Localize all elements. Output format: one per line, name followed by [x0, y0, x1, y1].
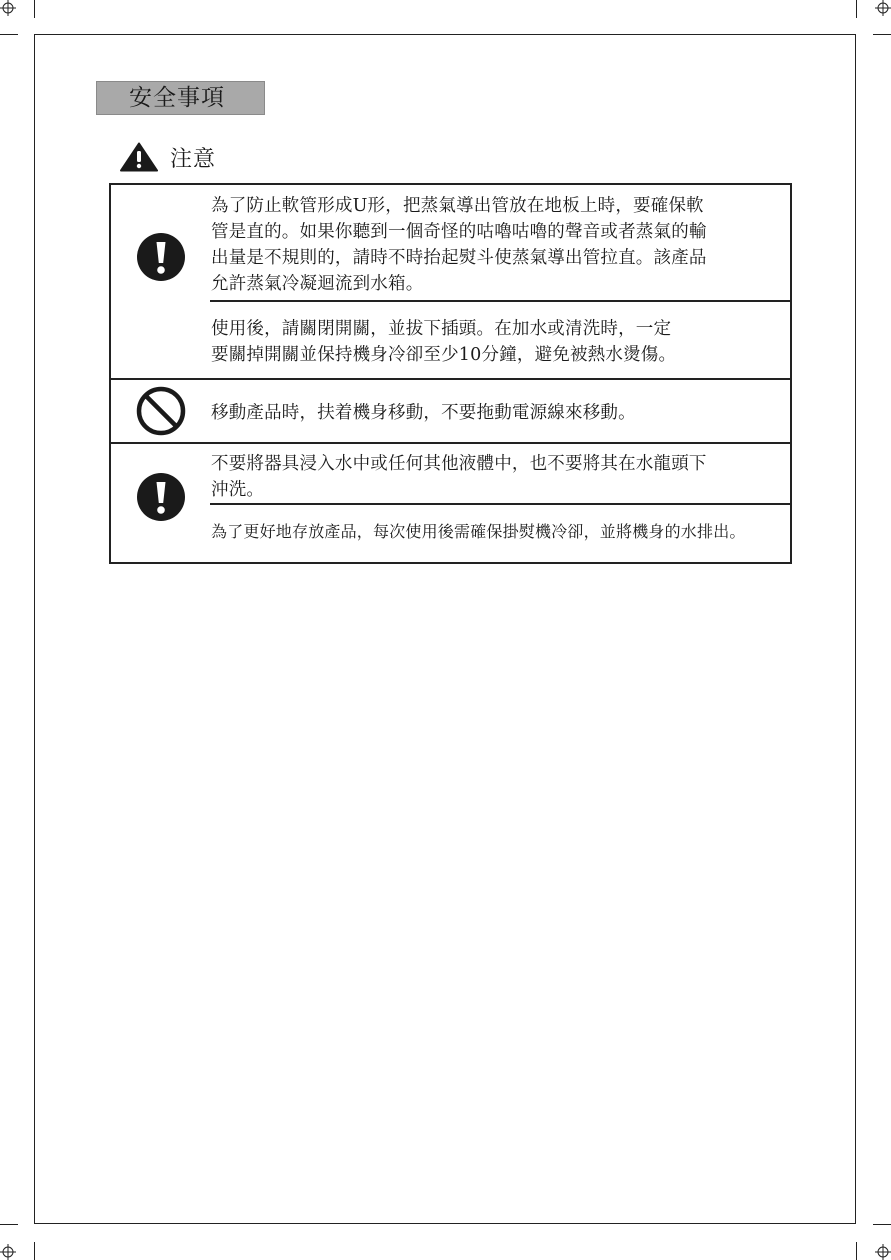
text-line: 使用後，請關閉開關，並拔下插頭。在加水或清洗時，一定: [211, 319, 672, 339]
text-line: 出量是不規則的，請時不時抬起熨斗使蒸氣導出管拉直。該產品: [211, 248, 707, 268]
caution-label: 注意: [170, 146, 217, 172]
row-divider: [111, 442, 790, 444]
text-line: 允許蒸氣冷凝迴流到水箱。: [211, 274, 424, 294]
crop-mark: [34, 1242, 35, 1260]
crop-mark: [856, 0, 857, 18]
caution-header: [120, 141, 216, 173]
crop-mark: [873, 1224, 891, 1225]
text-line: 管是直的。如果你聽到一個奇怪的咕嚕咕嚕的聲音或者蒸氣的輸: [211, 222, 707, 242]
row-3-item-1-text: [211, 451, 707, 503]
crop-mark: [0, 1224, 18, 1225]
text-line: 為了更好地存放產品，每次使用後需確保掛熨機冷卻，並將機身的水排出。: [211, 522, 746, 541]
warning-triangle-icon: [120, 142, 158, 172]
mandatory-exclamation-icon: [135, 471, 187, 523]
crop-mark: [34, 0, 35, 18]
row-divider: [111, 378, 790, 380]
text-line: 為了防止軟管形成U形，把蒸氣導出管放在地板上時，要確保軟: [211, 196, 704, 216]
divider: [210, 300, 790, 302]
divider: [210, 503, 790, 505]
registration-mark-icon: [875, 1244, 891, 1260]
row-3-item-2-text: [211, 519, 746, 545]
safety-table: [109, 183, 792, 564]
row-1-item-2-text: [211, 316, 676, 368]
mandatory-exclamation-icon: [135, 231, 187, 283]
registration-mark-icon: [0, 1244, 16, 1260]
text-line: 移動產品時，扶着機身移動，不要拖動電源線來移動。: [211, 403, 636, 423]
crop-mark: [0, 34, 18, 35]
crop-mark: [873, 34, 891, 35]
row-2-item-1-text: [211, 400, 636, 426]
text-line: 沖洗。: [211, 480, 265, 500]
text-line: 要關掉開關並保持機身冷卻至少10分鐘，避免被熱水燙傷。: [211, 345, 677, 365]
crop-mark: [856, 1242, 857, 1260]
section-title: 安全事項: [96, 81, 265, 115]
registration-mark-icon: [0, 0, 16, 16]
registration-mark-icon: [875, 0, 891, 16]
prohibited-icon: [135, 385, 187, 437]
row-1-item-1-text: [211, 193, 707, 297]
text-line: 不要將器具浸入水中或任何其他液體中，也不要將其在水龍頭下: [211, 454, 707, 474]
